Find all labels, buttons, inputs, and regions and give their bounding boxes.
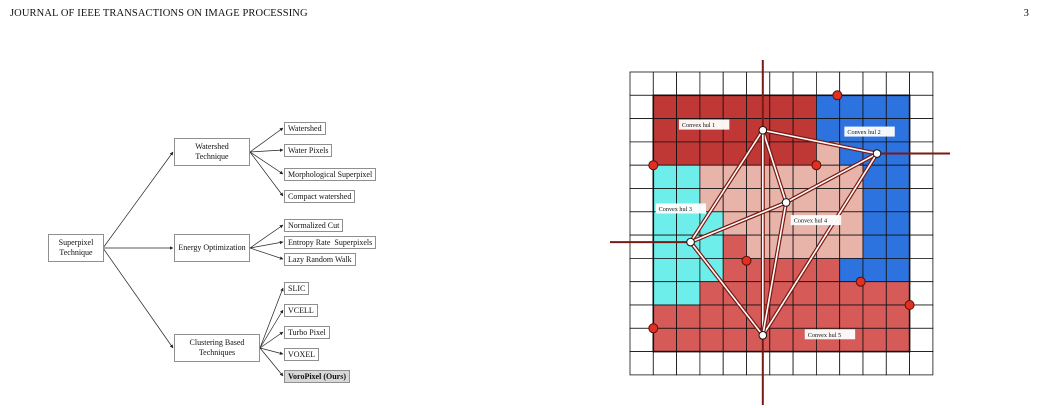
grid-cell [910, 258, 933, 281]
grid-cell [700, 142, 723, 165]
grid-cell [747, 282, 770, 305]
grid-cell [700, 282, 723, 305]
grid-cell [653, 119, 676, 142]
grid-cell [747, 95, 770, 118]
grid-cell [910, 189, 933, 212]
grid-cell [863, 258, 886, 281]
leaf-morphological-superpixel: Morphological Superpixel [284, 168, 376, 181]
grid-cell [770, 328, 793, 351]
group-node-watershed: Watershed Technique [174, 138, 250, 166]
grid-cell [723, 189, 746, 212]
grid-cell [886, 235, 909, 258]
grid-cell [700, 165, 723, 188]
convex-hull-figure [610, 60, 950, 405]
leaf-compact-watershed: Compact watershed [284, 190, 355, 203]
grid-cell [723, 235, 746, 258]
grid-cell [886, 258, 909, 281]
grid-cell [863, 282, 886, 305]
red-marker [812, 161, 821, 170]
grid-cell [840, 352, 863, 375]
grid-cell [863, 352, 886, 375]
grid-cell [910, 235, 933, 258]
journal-title: JOURNAL OF IEEE TRANSACTIONS ON IMAGE PROCESSING [10, 8, 308, 19]
hull-vertex [759, 126, 767, 134]
grid-cell [816, 119, 839, 142]
hull-vertex [687, 238, 695, 246]
grid-cell [653, 212, 676, 235]
grid-cell [910, 72, 933, 95]
grid-cell [863, 235, 886, 258]
grid-cell [723, 95, 746, 118]
grid-cell [770, 72, 793, 95]
grid-cell [910, 212, 933, 235]
grid-cell [910, 165, 933, 188]
leaf-voropixel-ours: VoroPixel (Ours) [284, 370, 350, 383]
grid-cell [677, 282, 700, 305]
hull-vertex [782, 199, 790, 207]
grid-cell [653, 235, 676, 258]
grid-cell [886, 352, 909, 375]
grid-cell [677, 352, 700, 375]
grid-cell [630, 189, 653, 212]
grid-cell [863, 72, 886, 95]
grid-cell [630, 352, 653, 375]
grid-cell [677, 305, 700, 328]
grid-cell [630, 235, 653, 258]
grid-cell [700, 72, 723, 95]
grid-cell [677, 142, 700, 165]
grid-cell [653, 258, 676, 281]
grid-cell [700, 95, 723, 118]
root-node: Superpixel Technique [48, 234, 104, 262]
grid-cell [793, 72, 816, 95]
grid-cell [653, 72, 676, 95]
red-marker [833, 91, 842, 100]
grid-cell [793, 352, 816, 375]
red-marker [856, 277, 865, 286]
grid-cell [723, 72, 746, 95]
hull-label: Convex hul 5 [807, 331, 842, 339]
grid-cell [886, 95, 909, 118]
grid-cell [677, 165, 700, 188]
grid-cell [700, 352, 723, 375]
grid-cell [793, 95, 816, 118]
grid-cell [630, 258, 653, 281]
leaf-normalized-cut: Normalized Cut [284, 219, 343, 232]
grid-cell [816, 352, 839, 375]
hull-label: Convex hul 3 [658, 205, 692, 213]
leaf-vcell: VCELL [284, 304, 318, 317]
leaf-voxel: VOXEL [284, 348, 319, 361]
grid-cell [840, 305, 863, 328]
leaf-entropy-rate-superpixels: Entropy Rate Superpixels [284, 236, 376, 249]
grid-cell [910, 95, 933, 118]
grid-cell [630, 119, 653, 142]
leaf-slic: SLIC [284, 282, 309, 295]
grid-cell [840, 95, 863, 118]
grid-cell [770, 352, 793, 375]
grid-cell [770, 119, 793, 142]
grid-cell [677, 95, 700, 118]
grid-cell [816, 258, 839, 281]
grid-cell [747, 189, 770, 212]
grid-cell [700, 328, 723, 351]
leaf-turbo-pixel: Turbo Pixel [284, 326, 330, 339]
grid-cell [653, 95, 676, 118]
grid-cell [723, 352, 746, 375]
grid-cell [910, 119, 933, 142]
grid-cell [816, 282, 839, 305]
group-node-energy: Energy Optimization [174, 234, 250, 262]
hull-label: Convex hul 2 [847, 129, 881, 137]
red-marker [742, 256, 751, 265]
grid-cell [863, 212, 886, 235]
grid-cell [886, 165, 909, 188]
grid-cell [630, 72, 653, 95]
grid-cell [910, 352, 933, 375]
grid-cell [630, 282, 653, 305]
grid-cell [653, 282, 676, 305]
grid-cell [677, 328, 700, 351]
leaf-watershed: Watershed [284, 122, 326, 135]
group-node-clustering: Clustering Based Techniques [174, 334, 260, 362]
grid-cell [863, 305, 886, 328]
grid-cell [886, 189, 909, 212]
grid-cell [863, 189, 886, 212]
grid-cell [700, 305, 723, 328]
grid-cell [863, 328, 886, 351]
grid-cell [630, 212, 653, 235]
grid-cell [910, 328, 933, 351]
red-marker [649, 324, 658, 333]
grid-cell [747, 72, 770, 95]
grid-cell [840, 212, 863, 235]
grid-cell [677, 72, 700, 95]
hull-vertex [759, 331, 767, 339]
grid-cell [770, 95, 793, 118]
grid-cell [863, 95, 886, 118]
hull-label: Convex hul 4 [793, 217, 828, 225]
page-header [10, 8, 1029, 24]
grid-cell [723, 328, 746, 351]
red-marker [905, 301, 914, 310]
leaf-lazy-random-walk: Lazy Random Walk [284, 253, 356, 266]
hull-vertex [873, 150, 881, 158]
grid-cell [840, 72, 863, 95]
red-marker [649, 161, 658, 170]
grid-cell [653, 352, 676, 375]
grid-cell [816, 189, 839, 212]
grid-cell [630, 95, 653, 118]
grid-cell [677, 258, 700, 281]
taxonomy-figure [40, 110, 400, 390]
grid-cell [886, 328, 909, 351]
grid-cell [747, 235, 770, 258]
page-number: 3 [1023, 8, 1029, 19]
grid-cell [816, 305, 839, 328]
grid-cell [840, 235, 863, 258]
grid-cell [747, 165, 770, 188]
grid-cell [886, 72, 909, 95]
hull-label: Convex hul 1 [681, 122, 716, 130]
grid-cell [793, 305, 816, 328]
convex-hull-grid [610, 60, 950, 405]
leaf-water-pixels: Water Pixels [284, 144, 332, 157]
grid-cell [886, 212, 909, 235]
grid-cell [747, 352, 770, 375]
